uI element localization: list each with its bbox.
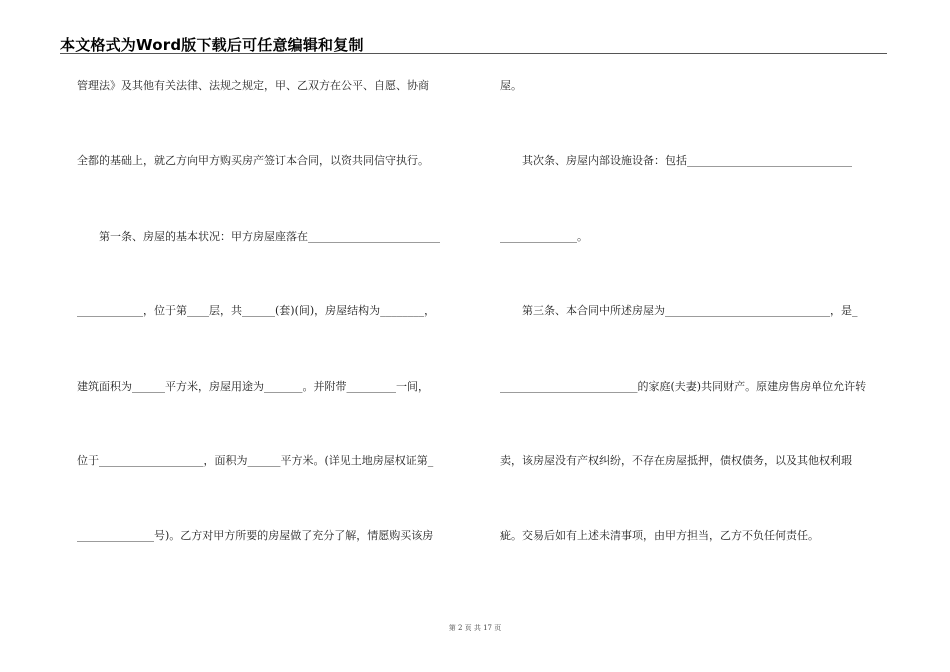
right-line-4: 第三条、本合同中所述房屋为______________________________，是_ — [500, 304, 858, 317]
right-line-7: 疵。交易后如有上述未清事项，由甲方担当，乙方不负任何责任。 — [500, 529, 819, 542]
right-line-3: ______________。 — [500, 230, 588, 243]
left-line-4: ____________，位于第____层，共______(套)(间)，房屋结构为________， — [77, 304, 436, 317]
right-line-6: 卖，该房屋没有产权纠纷，不存在房屋抵押，债权债务，以及其他权利瑕 — [500, 454, 852, 467]
left-line-7: ______________号)。乙方对甲方所要的房屋做了充分了解，情愿购买该房 — [77, 529, 434, 542]
left-line-2: 全都的基础上，就乙方向甲方购买房产签订本合同，以资共同信守执行。 — [77, 154, 429, 167]
document-header-title: 本文格式为Word版下载后可任意编辑和复制 — [60, 36, 364, 54]
page-number-footer: 第 2 页 共 17 页 — [448, 624, 502, 632]
left-line-3: 第一条、房屋的基本状况：甲方房屋座落在________________________ — [77, 230, 440, 243]
right-line-5: _________________________的家庭(夫妻)共同财产。原建房售房单位允许转 — [500, 380, 867, 393]
header-divider — [60, 53, 887, 54]
left-line-5: 建筑面积为______平方米，房屋用途为_______。并附带_________一间， — [77, 380, 429, 393]
right-line-2: 其次条、房屋内部设施设备：包括______________________________ — [500, 154, 852, 167]
right-line-1: 屋。 — [500, 79, 522, 92]
left-line-1: 管理法》及其他有关法律、法规之规定，甲、乙双方在公平、自愿、协商 — [77, 79, 429, 92]
left-line-6: 位于___________________，面积为______平方米。(详见土地房屋权证第_ — [77, 454, 434, 467]
